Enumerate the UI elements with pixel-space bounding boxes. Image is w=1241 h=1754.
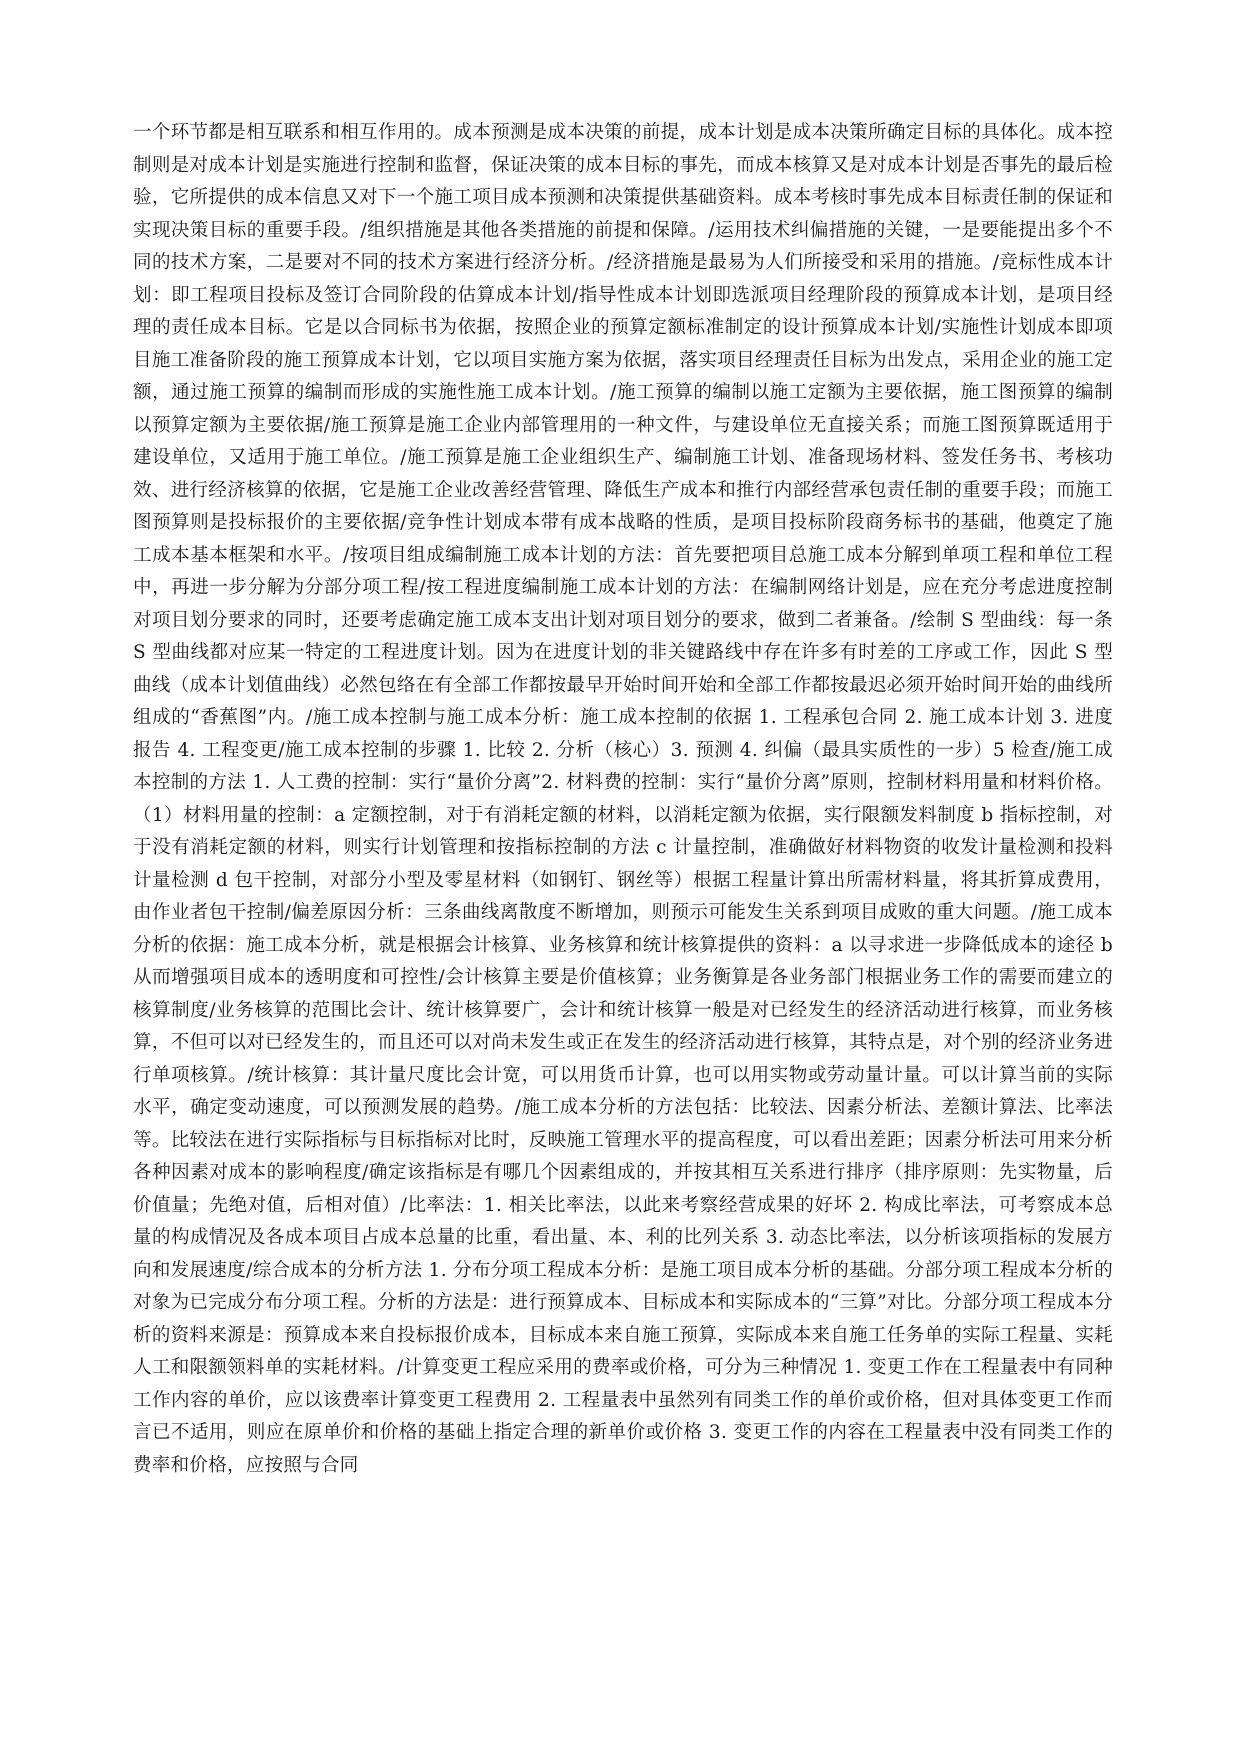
body-paragraph: 一个环节都是相互联系和相互作用的。成本预测是成本决策的前提，成本计划是成本决策所确定目标的具体化。成本控制则是对成本计划是实施进行控制和监督，保证决策的成本目标的事先，而成本核算又是对成本计划是否事先的最后检验，它所提供的成本信息又对下一个施工项目成本预测和决策提供基础资料。成本考核时事先成本目标责任制的保证和实现决策目标的重要手段。/组织措施是其他各类措施的前提和保障。/运用技术纠偏措施的关键，一是要能提出多个不同的技术方案，二是要对不同的技术方案进行经济分析。/经济措施是最易为人们所接受和采用的措施。/竞标性成本计划：即工程项目投标及签订合同阶段的估算成本计划/指导性成本计划即选派项目经理阶段的预算成本计划，是项目经理的责任成本目标。它是以合同标书为依据，按照企业的预算定额标准制定的设计预算成本计划/实施性计划成本即项目施工准备阶段的施工预算成本计划，它以项目实施方案为依据，落实项目经理责任目标为出发点，采用企业的施工定额，通过施工预算的编制而形成的实施性施工成本计划。/施工预算的编制以施工定额为主要依据，施工图预算的编制以预算定额为主要依据/施工预算是施工企业内部管理用的一种文件，与建设单位无直接关系；而施工图预算既适用于建设单位，又适用于施工单位。/施工预算是施工企业组织生产、编制施工计划、准备现场材料、签发任务书、考核功效、进行经济核算的依据，它是施工企业改善经营管理、降低生产成本和推行内部经营承包责任制的重要手段；而施工图预算则是投标报价的主要依据/竞争性计划成本带有成本战略的性质，是项目投标阶段商务标书的基础，他奠定了施工成本基本框架和水平。/按项目组成编制施工成本计划的方法：首先要把项目总施工成本分解到单项工程和单位工程中，再进一步分解为分部分项工程/按工程进度编制施工成本计划的方法：在编制网络计划是，应在充分考虑进度控制对项目划分要求的同时，还要考虑确定施工成本支出计划对项目划分的要求，做到二者兼备。/绘制 S 型曲线：每一条 S 型曲线都对应某一特定的工程进度计划。因为在进度计划的非关键路线中存在许多有时差的工序或工作，因此 S 型曲线（成本计划值曲线）必然包络在有全部工作都按最早开始时间开始和全部工作都按最迟必须开始时间开始的曲线所组成的“香蕉图”内。/施工成本控制与施工成本分析：施工成本控制的依据 1. 工程承包合同 2. 施工成本计划 3. 进度报告 4. 工程变更/施工成本控制的步骤 1. 比较 2. 分析（核心）3. 预测 4. 纠偏（最具实质性的一步）5 检查/施工成本控制的方法 1. 人工费的控制：实行“量价分离”2. 材料费的控制：实行“量价分离”原则，控制材料用量和材料价格。（1）材料用量的控制：a 定额控制，对于有消耗定额的材料，以消耗定额为依据，实行限额发料制度 b 指标控制，对于没有消耗定额的材料，则实行计划管理和按指标控制的方法 c 计量控制，准确做好材料物资的收发计量检测和投料计量检测 d 包干控制，对部分小型及零星材料（如钢钉、钢丝等）根据工程量计算出所需材料量，将其折算成费用，由作业者包干控制/偏差原因分析：三条曲线离散度不断增加，则预示可能发生关系到项目成败的重大问题。/施工成本分析的依据：施工成本分析，就是根据会计核算、业务核算和统计核算提供的资料：a 以寻求进一步降低成本的途径 b 从而增强项目成本的透明度和可控性/会计核算主要是价值核算；业务衡算是各业务部门根据业务工作的需要而建立的核算制度/业务核算的范围比会计、统计核算要广，会计和统计核算一般是对已经发生的经济活动进行核算，而业务核算，不但可以对已经发生的，而且还可以对尚未发生或正在发生的经济活动进行核算，其特点是，对个别的经济业务进行单项核算。/统计核算：其计量尺度比会计宽，可以用货币计算，也可以用实物或劳动量计量。可以计算当前的实际水平，确定变动速度，可以预测发展的趋势。/施工成本分析的方法包括：比较法、因素分析法、差额计算法、比率法等。比较法在进行实际指标与目标指标对比时，反映施工管理水平的提高程度，可以看出差距；因素分析法可用来分析各种因素对成本的影响程度/确定该指标是有哪几个因素组成的，并按其相互关系进行排序（排序原则：先实物量，后价值量；先绝对值，后相对值）/比率法：1. 相关比率法，以此来考察经营成果的好坏 2. 构成比率法，可考察成本总量的构成情况及各成本项目占成本总量的比重，看出量、本、利的比列关系 3. 动态比率法，以分析该项指标的发展方向和发展速度/综合成本的分析方法 1. 分布分项工程成本分析：是施工项目成本分析的基础。分部分项工程成本分析的对象为已完成分布分项工程。分析的方法是：进行预算成本、目标成本和实际成本的“三算”对比。分部分项工程成本分析的资料来源是：预算成本来自投标报价成本，目标成本来自施工预算，实际成本来自施工任务单的实际工程量、实耗人工和限额领料单的实耗材料。/计算变更工程应采用的费率或价格，可分为三种情况 1. 变更工作在工程量表中有同种工作内容的单价，应以该费率计算变更工程费用 2. 工程量表中虽然列有同类工作的单价或价格，但对具体变更工作而言已不适用，则应在原单价和价格的基础上指定合理的新单价或价格 3. 变更工作的内容在工程量表中没有同类工作的费率和价格，应按照与合同 (133, 122, 1113, 1476)
